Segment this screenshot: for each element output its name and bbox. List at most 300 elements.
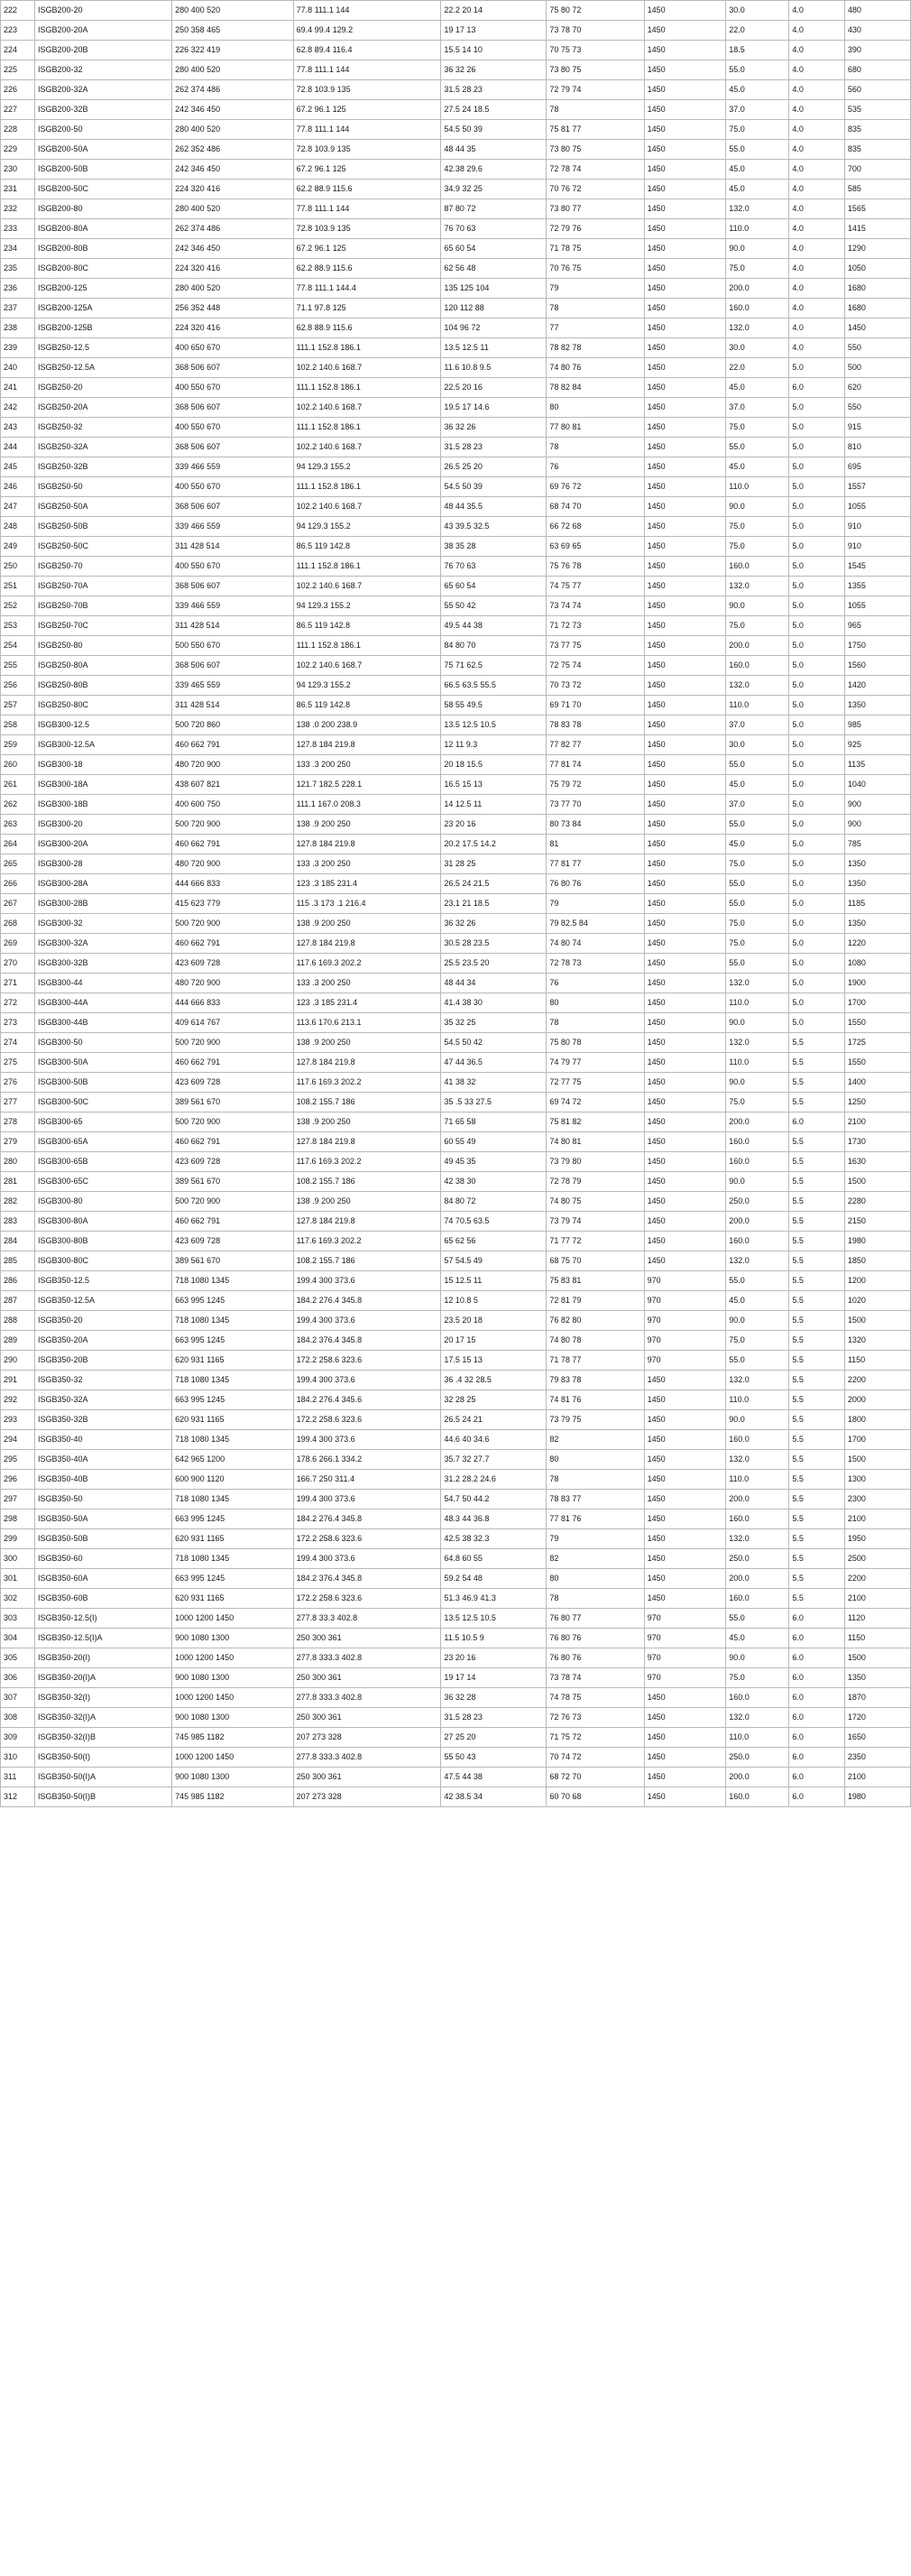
data-cell: 199.4 300 373.6 — [293, 1311, 441, 1331]
model-code-cell: ISGB300-65A — [35, 1132, 172, 1152]
data-cell: 460 662 791 — [172, 1053, 294, 1073]
data-cell: 110.0 — [726, 1728, 789, 1748]
data-cell: 1450 — [644, 974, 726, 993]
data-cell: 900 1080 1300 — [172, 1668, 294, 1688]
data-cell: 1350 — [844, 696, 910, 716]
data-cell: 1000 1200 1450 — [172, 1748, 294, 1768]
table-row — [1, 120, 911, 140]
row-index-cell: 232 — [1, 199, 35, 219]
data-cell: 36 32 26 — [441, 914, 547, 934]
data-cell: 280 400 520 — [172, 1, 294, 21]
data-cell: 135 125 104 — [441, 279, 547, 299]
table-row — [1, 656, 911, 676]
data-cell: 55 50 42 — [441, 596, 547, 616]
data-cell: 102.2 140.6 168.7 — [293, 358, 441, 378]
data-cell: 184.2 376.4 345.8 — [293, 1569, 441, 1589]
data-cell: 1565 — [844, 199, 910, 219]
table-row — [1, 1271, 911, 1291]
data-cell: 42.5 38 32.3 — [441, 1529, 547, 1549]
model-code-cell: ISGB350-12.5(I) — [35, 1609, 172, 1629]
data-cell: 2100 — [844, 1768, 910, 1787]
data-cell: 74 79 77 — [547, 1053, 644, 1073]
data-cell: 1720 — [844, 1708, 910, 1728]
row-index-cell: 252 — [1, 596, 35, 616]
data-cell: 12 10.8 5 — [441, 1291, 547, 1311]
data-cell: 27 25 20 — [441, 1728, 547, 1748]
data-cell: 36 32 26 — [441, 60, 547, 80]
data-cell: 63 69 65 — [547, 537, 644, 557]
row-index-cell: 270 — [1, 954, 35, 974]
data-cell: 23.5 20 18 — [441, 1311, 547, 1331]
table-row — [1, 974, 911, 993]
data-cell: 400 650 670 — [172, 338, 294, 358]
table-body — [1, 1, 911, 1807]
model-code-cell: ISGB250-80A — [35, 656, 172, 676]
data-cell: 77.8 111.1 144 — [293, 199, 441, 219]
model-code-cell: ISGB350-32(I) — [35, 1688, 172, 1708]
model-code-cell: ISGB300-65B — [35, 1152, 172, 1172]
data-cell: 1450 — [644, 477, 726, 497]
data-cell: 368 506 607 — [172, 438, 294, 457]
data-cell: 45.0 — [726, 80, 789, 100]
data-cell: 160.0 — [726, 1787, 789, 1807]
data-cell: 5.0 — [789, 735, 844, 755]
data-cell: 62.8 89.4 116.4 — [293, 41, 441, 60]
data-cell: 6.0 — [789, 1668, 844, 1688]
data-cell: 718 1080 1345 — [172, 1271, 294, 1291]
data-cell: 123 .3 185 231.4 — [293, 874, 441, 894]
data-cell: 1950 — [844, 1529, 910, 1549]
model-code-cell: ISGB250-20A — [35, 398, 172, 418]
data-cell: 127.8 184 219.8 — [293, 934, 441, 954]
data-cell: 1450 — [644, 676, 726, 696]
model-code-cell: ISGB350-50(I) — [35, 1748, 172, 1768]
row-index-cell: 312 — [1, 1787, 35, 1807]
data-cell: 1450 — [644, 1728, 726, 1748]
data-cell: 80 — [547, 1450, 644, 1470]
data-cell: 620 931 1165 — [172, 1589, 294, 1609]
data-cell: 111.1 152.8 186.1 — [293, 338, 441, 358]
model-code-cell: ISGB350-32(I)A — [35, 1708, 172, 1728]
data-cell: 31.2 28.2 24.6 — [441, 1470, 547, 1490]
data-cell: 835 — [844, 120, 910, 140]
data-cell: 1450 — [644, 596, 726, 616]
data-cell: 80 73 84 — [547, 815, 644, 835]
row-index-cell: 302 — [1, 1589, 35, 1609]
data-cell: 224 320 416 — [172, 180, 294, 199]
row-index-cell: 276 — [1, 1073, 35, 1093]
table-row — [1, 1787, 911, 1807]
data-cell: 1000 1200 1450 — [172, 1688, 294, 1708]
model-code-cell: ISGB300-12.5A — [35, 735, 172, 755]
table-row — [1, 438, 911, 457]
data-cell: 480 720 900 — [172, 974, 294, 993]
table-row — [1, 21, 911, 41]
data-cell: 1320 — [844, 1331, 910, 1351]
data-cell: 37.0 — [726, 398, 789, 418]
data-cell: 1450 — [644, 894, 726, 914]
data-cell: 41.4 38 30 — [441, 993, 547, 1013]
data-cell: 90.0 — [726, 596, 789, 616]
data-cell: 4.0 — [789, 120, 844, 140]
data-cell: 5.5 — [789, 1450, 844, 1470]
table-row — [1, 60, 911, 80]
data-cell: 1730 — [844, 1132, 910, 1152]
data-cell: 15.5 14 10 — [441, 41, 547, 60]
data-cell: 910 — [844, 537, 910, 557]
data-cell: 72 79 74 — [547, 80, 644, 100]
table-row — [1, 1311, 911, 1331]
table-row — [1, 1450, 911, 1470]
data-cell: 500 550 670 — [172, 636, 294, 656]
row-index-cell: 251 — [1, 577, 35, 596]
data-cell: 1290 — [844, 239, 910, 259]
data-cell: 184.2 276.4 345.8 — [293, 1510, 441, 1529]
data-cell: 500 720 900 — [172, 914, 294, 934]
data-cell: 1450 — [644, 199, 726, 219]
data-cell: 11.6 10.8 9.5 — [441, 358, 547, 378]
data-cell: 1415 — [844, 219, 910, 239]
data-cell: 73 79 75 — [547, 1410, 644, 1430]
row-index-cell: 228 — [1, 120, 35, 140]
data-cell: 6.0 — [789, 1768, 844, 1787]
data-cell: 160.0 — [726, 1688, 789, 1708]
data-cell: 500 720 900 — [172, 1192, 294, 1212]
model-code-cell: ISGB250-80B — [35, 676, 172, 696]
row-index-cell: 233 — [1, 219, 35, 239]
data-cell: 970 — [644, 1271, 726, 1291]
data-cell: 5.5 — [789, 1529, 844, 1549]
table-row — [1, 1152, 911, 1172]
data-cell: 5.0 — [789, 616, 844, 636]
data-cell: 1450 — [644, 1529, 726, 1549]
model-code-cell: ISGB200-125B — [35, 319, 172, 338]
data-cell: 1450 — [644, 219, 726, 239]
table-row — [1, 616, 911, 636]
data-cell: 77.8 111.1 144 — [293, 1, 441, 21]
data-cell: 78 83 78 — [547, 716, 644, 735]
data-cell: 5.5 — [789, 1053, 844, 1073]
data-cell: 745 985 1182 — [172, 1728, 294, 1748]
data-cell: 110.0 — [726, 1470, 789, 1490]
data-cell: 19 17 14 — [441, 1668, 547, 1688]
data-cell: 94 129.3 155.2 — [293, 457, 441, 477]
row-index-cell: 264 — [1, 835, 35, 854]
data-cell: 75.0 — [726, 934, 789, 954]
model-code-cell: ISGB350-50A — [35, 1510, 172, 1529]
row-index-cell: 255 — [1, 656, 35, 676]
data-cell: 111.1 152.8 186.1 — [293, 418, 441, 438]
row-index-cell: 278 — [1, 1113, 35, 1132]
data-cell: 45.0 — [726, 180, 789, 199]
data-cell: 500 720 900 — [172, 815, 294, 835]
model-code-cell: ISGB350-20A — [35, 1331, 172, 1351]
model-code-cell: ISGB200-50A — [35, 140, 172, 160]
row-index-cell: 238 — [1, 319, 35, 338]
model-code-cell: ISGB200-80C — [35, 259, 172, 279]
model-code-cell: ISGB300-32B — [35, 954, 172, 974]
data-cell: 160.0 — [726, 1430, 789, 1450]
table-row — [1, 1093, 911, 1113]
data-cell: 84 80 72 — [441, 1192, 547, 1212]
data-cell: 2000 — [844, 1390, 910, 1410]
data-cell: 27.5 24 18.5 — [441, 100, 547, 120]
data-cell: 1450 — [644, 815, 726, 835]
data-cell: 5.5 — [789, 1291, 844, 1311]
data-cell: 172.2 258.6 323.6 — [293, 1410, 441, 1430]
data-cell: 965 — [844, 616, 910, 636]
table-row — [1, 199, 911, 219]
data-cell: 226 322 419 — [172, 41, 294, 60]
data-cell: 54.5 50 39 — [441, 120, 547, 140]
data-cell: 17.5 15 13 — [441, 1351, 547, 1371]
data-cell: 72 78 73 — [547, 954, 644, 974]
data-cell: 280 400 520 — [172, 279, 294, 299]
data-cell: 4.0 — [789, 219, 844, 239]
data-cell: 5.0 — [789, 596, 844, 616]
data-cell: 111.1 167.0 208.3 — [293, 795, 441, 815]
data-cell: 65 60 54 — [441, 239, 547, 259]
data-cell: 311 428 514 — [172, 616, 294, 636]
data-cell: 6.0 — [789, 1113, 844, 1132]
data-cell: 55.0 — [726, 815, 789, 835]
data-cell: 5.0 — [789, 974, 844, 993]
model-code-cell: ISGB250-50C — [35, 537, 172, 557]
data-cell: 6.0 — [789, 378, 844, 398]
row-index-cell: 306 — [1, 1668, 35, 1688]
data-cell: 339 466 559 — [172, 596, 294, 616]
row-index-cell: 275 — [1, 1053, 35, 1073]
data-cell: 138 .9 200 250 — [293, 914, 441, 934]
data-cell: 242 346 450 — [172, 100, 294, 120]
data-cell: 6.0 — [789, 1708, 844, 1728]
table-row — [1, 180, 911, 199]
data-cell: 74 80 78 — [547, 1331, 644, 1351]
row-index-cell: 245 — [1, 457, 35, 477]
data-cell: 1450 — [644, 259, 726, 279]
table-row — [1, 1510, 911, 1529]
data-cell: 36 .4 32 28.5 — [441, 1371, 547, 1390]
data-cell: 94 129.3 155.2 — [293, 517, 441, 537]
data-cell: 368 506 607 — [172, 358, 294, 378]
data-cell: 663 995 1245 — [172, 1331, 294, 1351]
data-cell: 108.2 155.7 186 — [293, 1172, 441, 1192]
data-cell: 68 74 70 — [547, 497, 644, 517]
data-cell: 45.0 — [726, 775, 789, 795]
table-row — [1, 755, 911, 775]
data-cell: 74 78 75 — [547, 1688, 644, 1708]
table-row — [1, 954, 911, 974]
data-cell: 132.0 — [726, 676, 789, 696]
model-code-cell: ISGB300-80B — [35, 1232, 172, 1251]
table-row — [1, 596, 911, 616]
row-index-cell: 307 — [1, 1688, 35, 1708]
table-row — [1, 1668, 911, 1688]
model-code-cell: ISGB200-50B — [35, 160, 172, 180]
table-row — [1, 80, 911, 100]
table-row — [1, 279, 911, 299]
data-cell: 5.0 — [789, 835, 844, 854]
data-cell: 5.0 — [789, 358, 844, 378]
data-cell: 69 76 72 — [547, 477, 644, 497]
row-index-cell: 239 — [1, 338, 35, 358]
data-cell: 76 — [547, 457, 644, 477]
data-cell: 132.0 — [726, 1450, 789, 1470]
data-cell: 1055 — [844, 497, 910, 517]
model-code-cell: ISGB300-65C — [35, 1172, 172, 1192]
model-code-cell: ISGB300-20A — [35, 835, 172, 854]
model-code-cell: ISGB300-32A — [35, 934, 172, 954]
table-row — [1, 934, 911, 954]
data-cell: 1450 — [644, 1192, 726, 1212]
data-cell: 4.0 — [789, 199, 844, 219]
data-cell: 73 79 80 — [547, 1152, 644, 1172]
data-cell: 2350 — [844, 1748, 910, 1768]
data-cell: 199.4 300 373.6 — [293, 1271, 441, 1291]
data-cell: 120 112 88 — [441, 299, 547, 319]
table-row — [1, 636, 911, 656]
data-cell: 77 81 74 — [547, 755, 644, 775]
data-cell: 970 — [644, 1648, 726, 1668]
data-cell: 1420 — [844, 676, 910, 696]
data-cell: 184.2 276.4 345.8 — [293, 1291, 441, 1311]
data-cell: 480 720 900 — [172, 755, 294, 775]
data-cell: 132.0 — [726, 1708, 789, 1728]
data-cell: 127.8 184 219.8 — [293, 1132, 441, 1152]
row-index-cell: 261 — [1, 775, 35, 795]
data-cell: 5.0 — [789, 716, 844, 735]
data-cell: 74 75 77 — [547, 577, 644, 596]
data-cell: 76 80 76 — [547, 874, 644, 894]
data-cell: 71 77 72 — [547, 1232, 644, 1251]
data-cell: 94 129.3 155.2 — [293, 596, 441, 616]
data-cell: 5.0 — [789, 497, 844, 517]
data-cell: 5.0 — [789, 993, 844, 1013]
data-cell: 75 83 81 — [547, 1271, 644, 1291]
model-code-cell: ISGB350-20 — [35, 1311, 172, 1331]
data-cell: 400 550 670 — [172, 378, 294, 398]
data-cell: 1450 — [644, 1768, 726, 1787]
data-cell: 5.0 — [789, 517, 844, 537]
model-code-cell: ISGB350-32A — [35, 1390, 172, 1410]
table-row — [1, 1132, 911, 1152]
table-row — [1, 1192, 911, 1212]
data-cell: 5.5 — [789, 1430, 844, 1450]
data-cell: 1450 — [644, 1132, 726, 1152]
model-code-cell: ISGB300-18 — [35, 755, 172, 775]
table-row — [1, 1549, 911, 1569]
data-cell: 1350 — [844, 1668, 910, 1688]
data-cell: 5.5 — [789, 1390, 844, 1410]
row-index-cell: 269 — [1, 934, 35, 954]
data-cell: 70 73 72 — [547, 676, 644, 696]
data-cell: 72.8 103.9 135 — [293, 140, 441, 160]
table-row — [1, 1053, 911, 1073]
data-cell: 15 12.5 11 — [441, 1271, 547, 1291]
data-cell: 1450 — [644, 1688, 726, 1708]
data-cell: 110.0 — [726, 477, 789, 497]
data-cell: 1450 — [644, 517, 726, 537]
data-cell: 51.3 46.9 41.3 — [441, 1589, 547, 1609]
data-cell: 45.0 — [726, 457, 789, 477]
data-cell: 54.5 50 39 — [441, 477, 547, 497]
data-cell: 76 70 63 — [441, 219, 547, 239]
model-code-cell: ISGB200-32 — [35, 60, 172, 80]
data-cell: 389 561 670 — [172, 1172, 294, 1192]
data-cell: 1450 — [644, 914, 726, 934]
data-cell: 368 506 607 — [172, 577, 294, 596]
data-cell: 438 607 821 — [172, 775, 294, 795]
data-cell: 339 465 559 — [172, 676, 294, 696]
data-cell: 5.5 — [789, 1589, 844, 1609]
data-cell: 368 506 607 — [172, 398, 294, 418]
row-index-cell: 268 — [1, 914, 35, 934]
data-cell: 1355 — [844, 577, 910, 596]
data-cell: 102.2 140.6 168.7 — [293, 656, 441, 676]
data-cell: 2100 — [844, 1510, 910, 1529]
data-cell: 5.0 — [789, 537, 844, 557]
model-code-cell: ISGB300-80 — [35, 1192, 172, 1212]
model-code-cell: ISGB250-12.5A — [35, 358, 172, 378]
row-index-cell: 279 — [1, 1132, 35, 1152]
model-code-cell: ISGB300-50A — [35, 1053, 172, 1073]
data-cell: 1450 — [644, 1013, 726, 1033]
data-cell: 14 12.5 11 — [441, 795, 547, 815]
data-cell: 22.2 20 14 — [441, 1, 547, 21]
data-cell: 108.2 155.7 186 — [293, 1251, 441, 1271]
data-cell: 910 — [844, 517, 910, 537]
table-row — [1, 1172, 911, 1192]
row-index-cell: 300 — [1, 1549, 35, 1569]
data-cell: 663 995 1245 — [172, 1569, 294, 1589]
data-cell: 102.2 140.6 168.7 — [293, 497, 441, 517]
data-cell: 1450 — [644, 1033, 726, 1053]
data-cell: 4.0 — [789, 259, 844, 279]
data-cell: 1450 — [644, 100, 726, 120]
data-cell: 1450 — [644, 1232, 726, 1251]
data-cell: 178.6 266.1 334.2 — [293, 1450, 441, 1470]
data-cell: 77 81 76 — [547, 1510, 644, 1529]
row-index-cell: 299 — [1, 1529, 35, 1549]
data-cell: 41 38 32 — [441, 1073, 547, 1093]
data-cell: 13.5 12.5 11 — [441, 338, 547, 358]
row-index-cell: 297 — [1, 1490, 35, 1510]
data-cell: 73 78 74 — [547, 1668, 644, 1688]
data-cell: 985 — [844, 716, 910, 735]
data-cell: 49 45 35 — [441, 1152, 547, 1172]
table-row — [1, 1728, 911, 1748]
data-cell: 6.0 — [789, 1748, 844, 1768]
data-cell: 5.5 — [789, 1172, 844, 1192]
data-cell: 242 346 450 — [172, 160, 294, 180]
data-cell: 172.2 258.6 323.6 — [293, 1529, 441, 1549]
data-cell: 65 62 56 — [441, 1232, 547, 1251]
data-cell: 70 76 75 — [547, 259, 644, 279]
data-cell: 200.0 — [726, 1490, 789, 1510]
data-cell: 42 38.5 34 — [441, 1787, 547, 1807]
data-cell: 77.8 111.1 144.4 — [293, 279, 441, 299]
model-code-cell: ISGB350-50 — [35, 1490, 172, 1510]
data-cell: 460 662 791 — [172, 835, 294, 854]
data-cell: 86.5 119 142.8 — [293, 537, 441, 557]
table-row — [1, 1212, 911, 1232]
model-code-cell: ISGB300-28B — [35, 894, 172, 914]
table-row — [1, 1609, 911, 1629]
data-cell: 59.2 54 48 — [441, 1569, 547, 1589]
model-code-cell: ISGB300-80A — [35, 1212, 172, 1232]
data-cell: 1450 — [644, 80, 726, 100]
row-index-cell: 248 — [1, 517, 35, 537]
